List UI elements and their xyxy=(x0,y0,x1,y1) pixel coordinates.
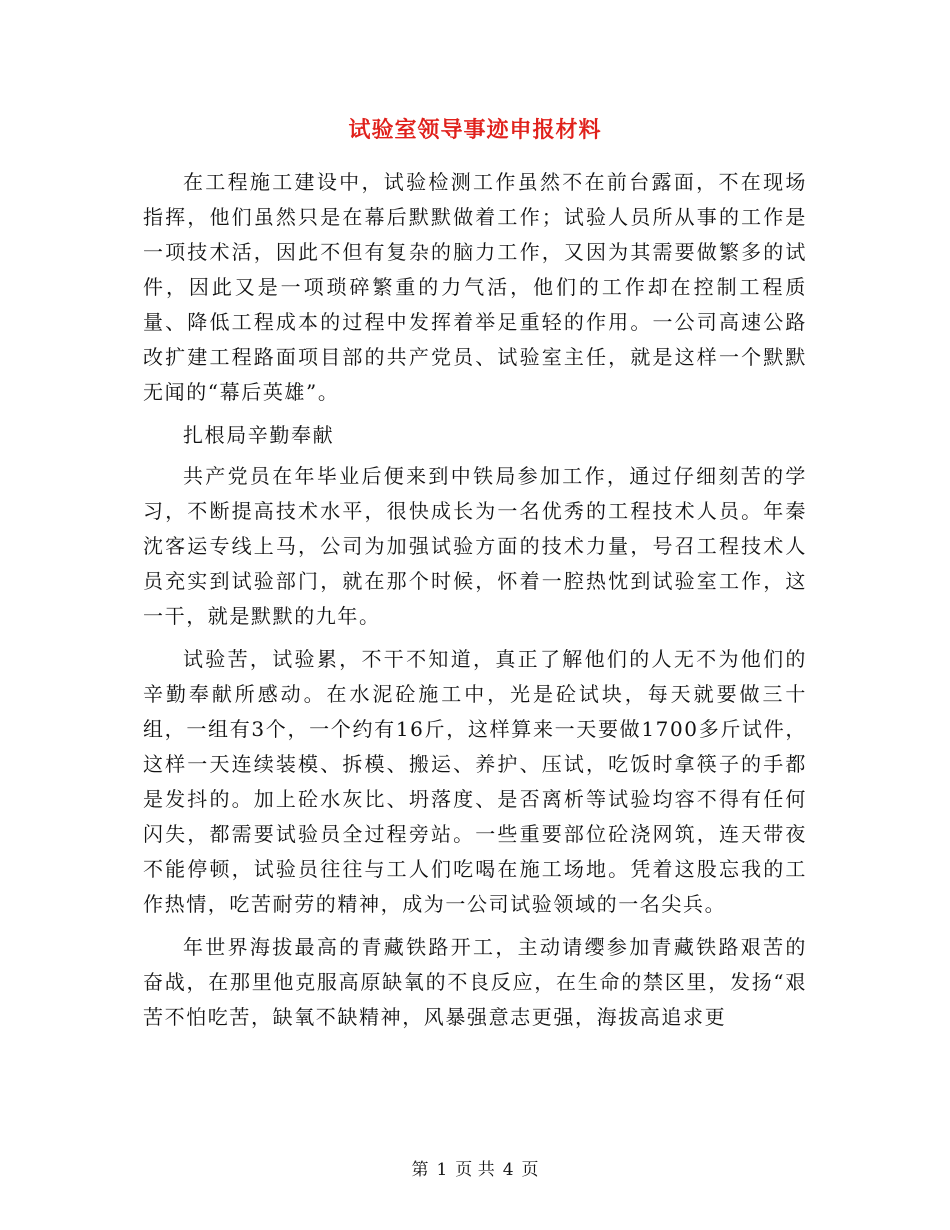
footer-suffix: 页 xyxy=(521,1160,539,1180)
footer-page-total: 4 xyxy=(502,1160,514,1180)
footer-page-number: 1 xyxy=(436,1160,448,1180)
document-title: 试验室领导事迹申报材料 xyxy=(348,117,602,143)
paragraph-career: 共产党员在年毕业后便来到中铁局参加工作，通过仔细刻苦的学习，不断提高技术水平，很快成长为一名优秀的工程技术人员。年秦沈客运专线上马，公司为加强试验方面的技术力量，号召工程技术人员充实到试验部门，就在那个时候，怀着一腔热忱到试验室工作，这一干，就是默默的九年。 xyxy=(143,464,807,628)
paragraph-hardship: 试验苦，试验累，不干不知道，真正了解他们的人无不为他们的辛勤奉献所感动。在水泥砼施工中，光是砼试块，每天就要做三十组，一组有3个，一个约有16斤，这样算来一天要做1700多斤试件，这样一天连续装模、拆模、搬运、养护、压试，吃饭时拿筷子的手都是发抖的。加上砼水灰比、坍落度、是否离析等试验均容不得有任何闪失，都需要试验员全过程旁站。一些重要部位砼浇网筑，连天带夜不能停顿，试验员往往与工人们吃喝在施工场地。凭着这股忘我的工作热情，吃苦耐劳的精神，成为一公司试验领域的一名尖兵。 xyxy=(143,647,807,916)
page-footer xyxy=(0,1155,950,1180)
paragraph-intro: 在工程施工建设中，试验检测工作虽然不在前台露面，不在现场指挥，他们虽然只是在幕后默默做着工作；试验人员所从事的工作是一项技术活，因此不但有复杂的脑力工作，又因为其需要做繁多的试件，因此又是一项琐碎繁重的力气活，他们的工作却在控制工程质量、降低工程成本的过程中发挥着举足重轻的作用。一公司高速公路改扩建工程路面项目部的共产党员、试验室主任，就是这样一个默默无闻的“幕后英雄”。 xyxy=(143,170,807,404)
section-heading: 扎根局辛勤奉献 xyxy=(183,423,335,447)
paragraph-qinghai-tibet: 年世界海拔最高的青藏铁路开工，主动请缨参加青藏铁路艰苦的奋战，在那里他克服高原缺氧的不良反应，在生命的禁区里，发扬“艰苦不怕吃苦，缺氧不缺精神，风暴强意志更强，海拔高追求更 xyxy=(143,935,807,1029)
footer-mid: 页 共 xyxy=(455,1160,495,1180)
document-body xyxy=(143,165,807,1043)
footer-prefix: 第 xyxy=(411,1160,429,1180)
